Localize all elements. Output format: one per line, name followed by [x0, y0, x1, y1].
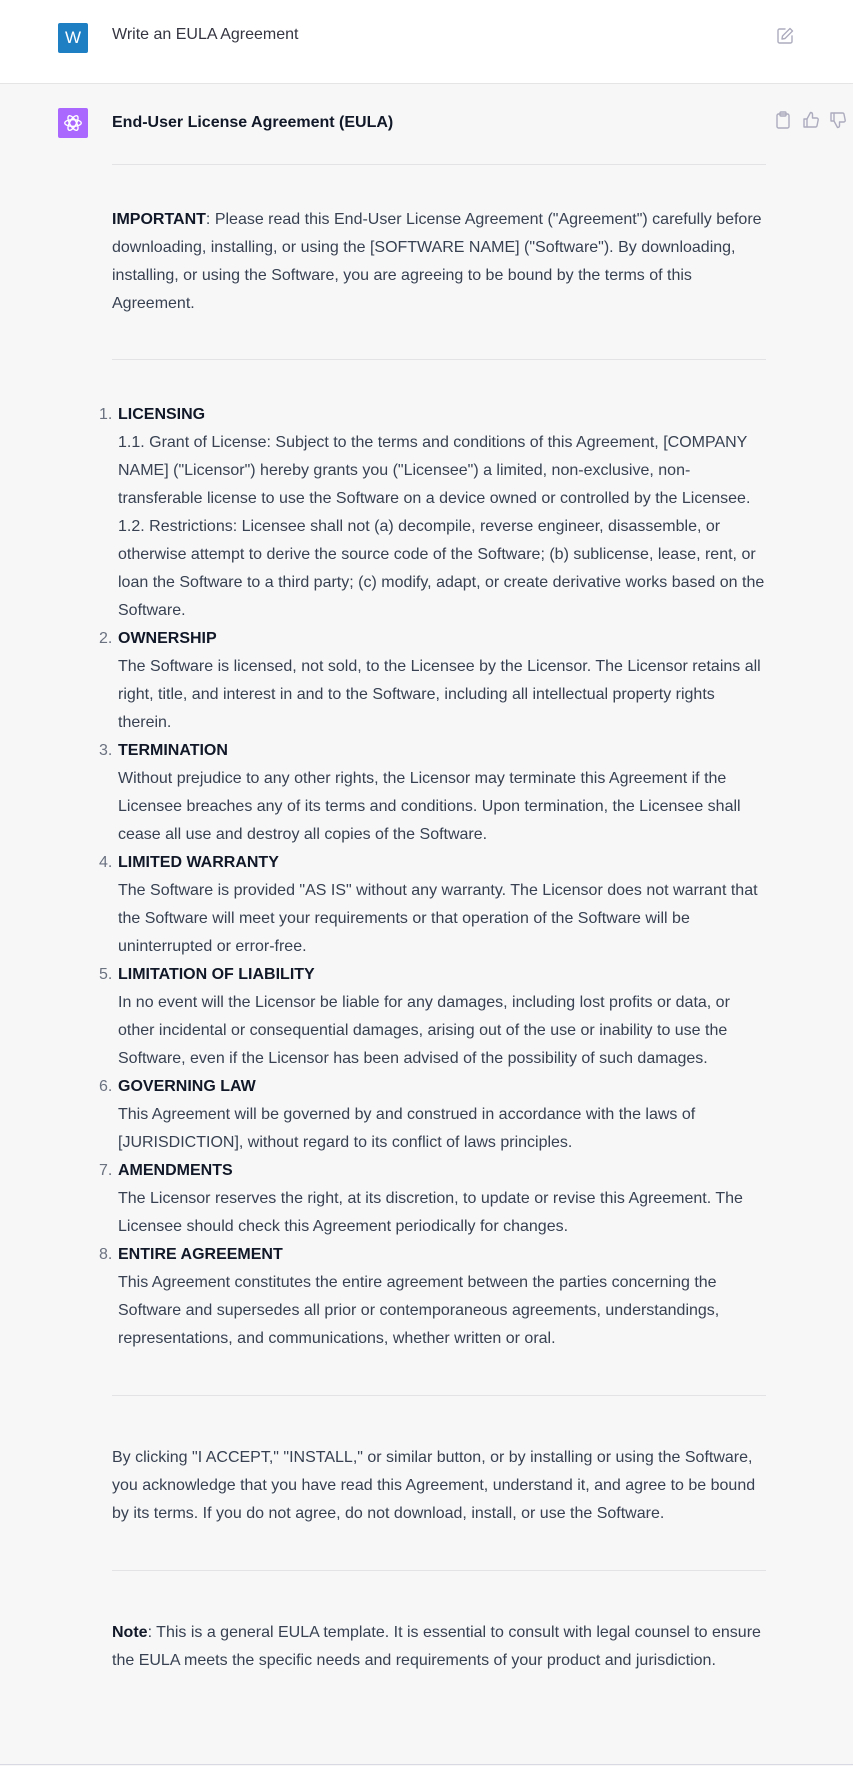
divider — [112, 359, 766, 360]
user-message-row — [0, 0, 853, 84]
note-label: Note — [112, 1624, 148, 1641]
intro-text: : Please read this End-User License Agreement ("Agreement") carefully before downloading, installing, or using the [SOFTWARE NAME] ("Software"). By downloading, installing, or using the Software, you are agreeing to be bound by the terms of this Agreement. — [112, 211, 762, 312]
clause-item — [99, 625, 766, 737]
clause-title: LIMITED WARRANTY — [118, 854, 279, 871]
note-paragraph — [112, 1619, 766, 1675]
clause-number: 5. — [99, 966, 113, 983]
user-avatar: W — [58, 23, 88, 53]
assistant-avatar — [58, 108, 88, 138]
divider — [0, 1764, 853, 1765]
clause-number: 1. — [99, 406, 113, 423]
clause-text: This Agreement will be governed by and construed in accordance with the laws of [JURISDICTION], without regard to its conflict of laws principles. — [118, 1106, 696, 1151]
user-message-text: Write an EULA Agreement — [112, 26, 299, 43]
clause-text: The Software is provided "AS IS" without any warranty. The Licensor does not warrant that the Software will meet your requirements or that operation of the Software will be uninterrupted or error-free. — [118, 882, 758, 955]
thumbs-up-icon[interactable] — [802, 110, 820, 130]
clause-number: 4. — [99, 854, 113, 871]
intro-paragraph — [112, 206, 766, 318]
assistant-response — [99, 114, 766, 1675]
clause-item — [99, 1241, 766, 1353]
clause-item — [99, 849, 766, 961]
note-text: : This is a general EULA template. It is essential to consult with legal counsel to ensure the EULA meets the specific needs and requirements of your product and jurisdiction. — [112, 1624, 761, 1669]
openai-logo-icon — [62, 112, 84, 134]
message-actions — [774, 110, 853, 130]
clause-item — [99, 401, 766, 625]
divider — [112, 1570, 766, 1571]
intro-label: IMPORTANT — [112, 211, 206, 228]
clause-title: TERMINATION — [118, 742, 228, 759]
clause-title: OWNERSHIP — [118, 630, 217, 647]
clause-title: AMENDMENTS — [118, 1162, 233, 1179]
clause-title: ENTIRE AGREEMENT — [118, 1246, 283, 1263]
response-title: End-User License Agreement (EULA) — [112, 114, 394, 131]
clause-number: 6. — [99, 1078, 113, 1095]
clause-number: 3. — [99, 742, 113, 759]
clause-text: 1.2. Restrictions: Licensee shall not (a) decompile, reverse engineer, disassemble, or otherwise attempt to derive the source code of the Software; (b) sublicense, lease, rent, or loan the Software to a third party; (c) modify, adapt, or create derivative works based on the Software. — [118, 518, 765, 619]
edit-icon[interactable] — [775, 26, 795, 46]
clause-number: 7. — [99, 1162, 113, 1179]
divider — [112, 164, 766, 165]
clause-text: The Licensor reserves the right, at its discretion, to update or revise this Agreement. The Licensee should check this Agreement periodically for changes. — [118, 1190, 743, 1235]
clause-item — [99, 737, 766, 849]
clause-number: 2. — [99, 630, 113, 647]
clause-title: LICENSING — [118, 406, 206, 423]
clause-text: In no event will the Licensor be liable for any damages, including lost profits or data, or other incidental or consequential damages, arising out of the use or inability to use the Software, even if the Licensor has been advised of the possibility of such damages. — [118, 994, 730, 1067]
clause-item — [99, 961, 766, 1073]
clause-number: 8. — [99, 1246, 113, 1263]
clause-item — [99, 1157, 766, 1241]
clause-text: Without prejudice to any other rights, the Licensor may terminate this Agreement if the Licensee breaches any of its terms and conditions. Upon termination, the Licensee shall cease all use and destroy all copies of the Software. — [118, 770, 741, 843]
acceptance-paragraph: By clicking "I ACCEPT," "INSTALL," or similar button, or by installing or using the Software, you acknowledge that you have read this Agreement, understand it, and agree to be bound by its terms. If you do not agree, do not download, install, or use the Software. — [112, 1449, 756, 1522]
clause-list — [99, 401, 766, 1353]
clause-text: This Agreement constitutes the entire agreement between the parties concerning the Software and supersedes all prior or contemporaneous agreements, understandings, representations, and communications, whether written or oral. — [118, 1274, 720, 1347]
divider — [112, 1395, 766, 1396]
clause-title: GOVERNING LAW — [118, 1078, 256, 1095]
clipboard-icon[interactable] — [774, 110, 792, 130]
clause-text: The Software is licensed, not sold, to the Licensee by the Licensor. The Licensor retains all right, title, and interest in and to the Software, including all intellectual property rights therein. — [118, 658, 761, 731]
clause-title: LIMITATION OF LIABILITY — [118, 966, 315, 983]
thumbs-down-icon[interactable] — [829, 110, 847, 130]
clause-text: 1.1. Grant of License: Subject to the terms and conditions of this Agreement, [COMPANY NAME] ("Licensor") hereby grants you ("Licensee") a limited, non-exclusive, non-transferable license to use the Software on a device owned or controlled by the Licensee. — [118, 434, 751, 507]
assistant-message-row — [0, 84, 853, 1764]
clause-item — [99, 1073, 766, 1157]
